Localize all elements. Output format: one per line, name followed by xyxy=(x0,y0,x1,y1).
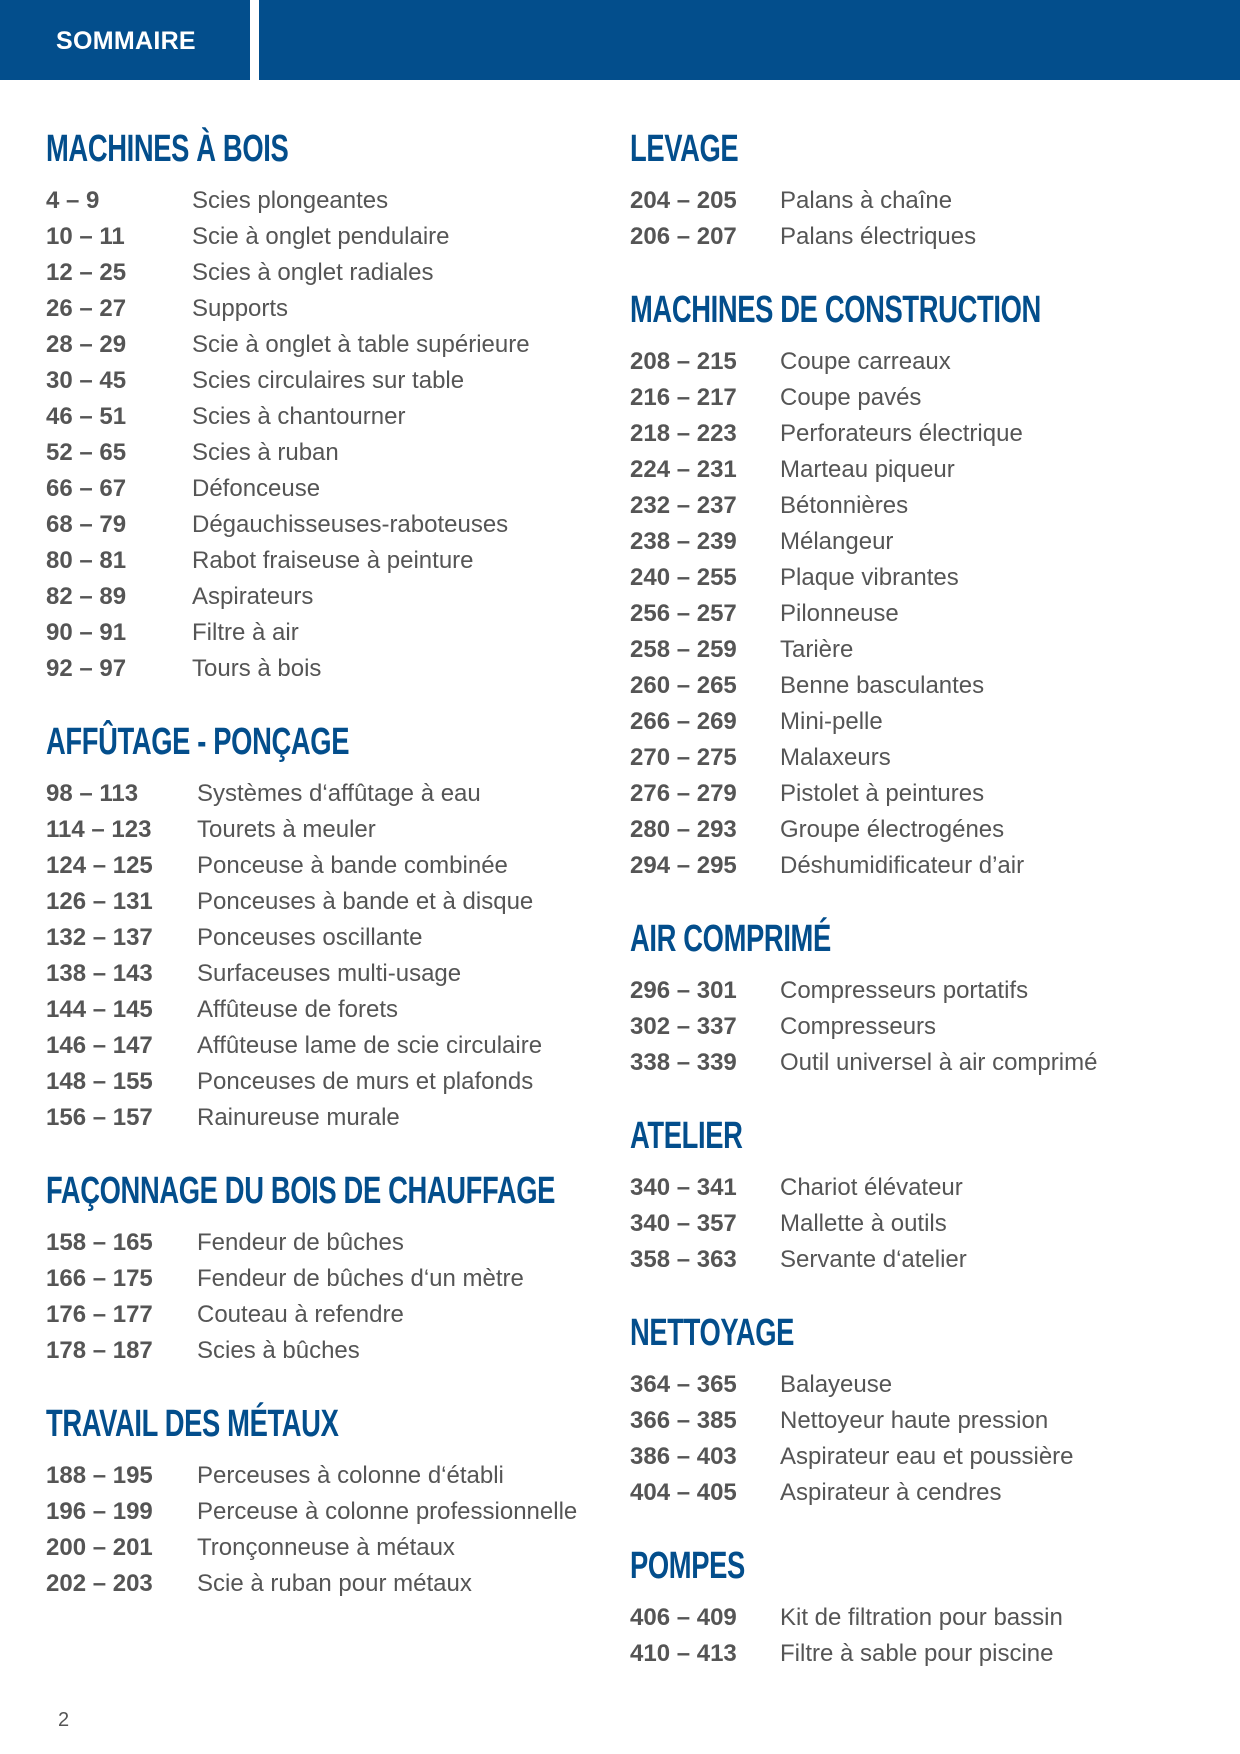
toc-entry[interactable] xyxy=(630,1636,1210,1672)
toc-entry[interactable] xyxy=(630,740,1210,776)
toc-page-range: 270 – 275 xyxy=(630,744,737,771)
section-machines-a-bois xyxy=(46,128,606,687)
toc-page-range: 188 – 195 xyxy=(46,1462,153,1489)
toc-entry[interactable] xyxy=(630,416,1210,452)
toc-entry-label: Groupe électrogénes xyxy=(780,816,1005,843)
section-title: POMPES xyxy=(630,1545,745,1587)
toc-page-range: 238 – 239 xyxy=(630,528,737,555)
toc-page-range: 200 – 201 xyxy=(46,1534,153,1561)
toc-entry-label: Tourets à meuler xyxy=(197,816,376,843)
toc-entry-label: Affûteuse de forets xyxy=(197,996,399,1023)
toc-entry-label: Perceuse à colonne professionnelle xyxy=(197,1498,578,1525)
toc-entry[interactable] xyxy=(46,956,606,992)
toc-entry-label: Scies plongeantes xyxy=(192,187,389,214)
toc-entry[interactable] xyxy=(630,380,1210,416)
toc-entry-label: Bétonnières xyxy=(780,492,909,519)
toc-entry[interactable] xyxy=(46,1100,606,1136)
toc-page-range: 216 – 217 xyxy=(630,384,737,411)
toc-page-range: 178 – 187 xyxy=(46,1337,153,1364)
toc-page-range: 144 – 145 xyxy=(46,996,153,1023)
toc-entry[interactable] xyxy=(46,1297,606,1333)
toc-entry[interactable] xyxy=(46,435,606,471)
toc-entry-label: Scies à ruban xyxy=(192,439,339,466)
toc-entry[interactable] xyxy=(46,615,606,651)
toc-entry[interactable] xyxy=(630,973,1210,1009)
toc-page-range: 338 – 339 xyxy=(630,1049,737,1076)
section-faconnage-du-bois-de-chauffage xyxy=(46,1170,606,1369)
toc-page-range: 30 – 45 xyxy=(46,367,127,394)
toc-entry-label: Malaxeurs xyxy=(780,744,891,771)
toc-page-range: 276 – 279 xyxy=(630,780,737,807)
toc-entry-label: Déshumidificateur d’air xyxy=(780,852,1025,879)
toc-entry[interactable] xyxy=(46,1458,606,1494)
toc-page-range: 12 – 25 xyxy=(46,259,127,286)
toc-entry-label: Perceuses à colonne d‘établi xyxy=(197,1462,504,1489)
toc-page-range: 26 – 27 xyxy=(46,295,127,322)
header-tab xyxy=(0,0,250,80)
toc-entry[interactable] xyxy=(46,1225,606,1261)
toc-entry-label: Palans électriques xyxy=(780,223,977,250)
toc-entry[interactable] xyxy=(630,560,1210,596)
toc-entry[interactable] xyxy=(630,1403,1210,1439)
toc-page-range: 202 – 203 xyxy=(46,1570,153,1597)
toc-entry-label: Scie à ruban pour métaux xyxy=(197,1570,472,1597)
toc-entry[interactable] xyxy=(46,219,606,255)
header-title: SOMMAIRE xyxy=(56,27,196,55)
toc-page-range: 204 – 205 xyxy=(630,187,737,214)
section-title: AIR COMPRIMÉ xyxy=(630,918,831,960)
toc-entry-label: Outil universel à air comprimé xyxy=(780,1049,1098,1076)
section-title: ATELIER xyxy=(630,1115,743,1157)
toc-entry[interactable] xyxy=(630,1242,1210,1278)
toc-entry[interactable] xyxy=(630,1439,1210,1475)
toc-entry-label: Mélangeur xyxy=(780,528,894,555)
section-atelier xyxy=(630,1115,1210,1278)
toc-entry[interactable] xyxy=(630,1367,1210,1403)
toc-entry-label: Nettoyeur haute pression xyxy=(780,1407,1049,1434)
section-title: LEVAGE xyxy=(630,128,739,170)
toc-page-range: 82 – 89 xyxy=(46,583,127,610)
toc-entry-label: Scies à chantourner xyxy=(192,403,406,430)
section-levage xyxy=(630,128,1210,255)
toc-entry-label: Scie à onglet pendulaire xyxy=(192,223,450,250)
toc-entry-label: Mallette à outils xyxy=(780,1210,947,1237)
section-air-comprime xyxy=(630,918,1210,1081)
toc-entry-label: Aspirateur à cendres xyxy=(780,1479,1002,1506)
toc-entry[interactable] xyxy=(46,1064,606,1100)
toc-page-range: 386 – 403 xyxy=(630,1443,737,1470)
toc-entry[interactable] xyxy=(630,488,1210,524)
toc-entry[interactable] xyxy=(46,651,606,687)
toc-page-range: 206 – 207 xyxy=(630,223,737,250)
toc-page-range: 296 – 301 xyxy=(630,977,737,1004)
toc-entry[interactable] xyxy=(46,1333,606,1369)
toc-page-range: 126 – 131 xyxy=(46,888,153,915)
toc-entry[interactable] xyxy=(46,884,606,920)
toc-page-range: 132 – 137 xyxy=(46,924,153,951)
toc-page-range: 176 – 177 xyxy=(46,1301,153,1328)
toc-entry[interactable] xyxy=(630,344,1210,380)
toc-entry[interactable] xyxy=(630,704,1210,740)
toc-entry-label: Plaque vibrantes xyxy=(780,564,959,591)
header-bar xyxy=(0,0,1240,80)
toc-entry[interactable] xyxy=(630,1170,1210,1206)
toc-entry[interactable] xyxy=(46,507,606,543)
toc-entry[interactable] xyxy=(46,363,606,399)
toc-page-range: 92 – 97 xyxy=(46,655,127,682)
toc-page-range: 240 – 255 xyxy=(630,564,737,591)
toc-page-range: 4 – 9 xyxy=(46,187,100,214)
toc-entry-label: Supports xyxy=(192,295,289,322)
toc-entry-label: Servante d‘atelier xyxy=(780,1246,967,1273)
section-nettoyage xyxy=(630,1312,1210,1511)
header-divider xyxy=(250,0,259,80)
toc-entry[interactable] xyxy=(630,668,1210,704)
toc-entry-label: Aspirateurs xyxy=(192,583,314,610)
toc-entry[interactable] xyxy=(46,1494,606,1530)
toc-page-range: 256 – 257 xyxy=(630,600,737,627)
toc-entry[interactable] xyxy=(630,812,1210,848)
toc-entry-label: Kit de filtration pour bassin xyxy=(780,1604,1063,1631)
toc-page-range: 366 – 385 xyxy=(630,1407,737,1434)
toc-page-range: 28 – 29 xyxy=(46,331,127,358)
toc-entry-label: Fendeur de bûches xyxy=(197,1229,404,1256)
toc-entry[interactable] xyxy=(46,812,606,848)
toc-entry[interactable] xyxy=(630,452,1210,488)
toc-page-range: 302 – 337 xyxy=(630,1013,737,1040)
toc-entry-label: Rabot fraiseuse à peinture xyxy=(192,547,474,574)
toc-entry-label: Mini-pelle xyxy=(780,708,883,735)
toc-entry[interactable] xyxy=(630,1475,1210,1511)
toc-entry[interactable] xyxy=(46,1566,606,1602)
toc-entry[interactable] xyxy=(630,632,1210,668)
toc-page-range: 266 – 269 xyxy=(630,708,737,735)
toc-entry[interactable] xyxy=(46,471,606,507)
toc-entry[interactable] xyxy=(46,1530,606,1566)
toc-page-range: 166 – 175 xyxy=(46,1265,153,1292)
toc-page-range: 410 – 413 xyxy=(630,1640,737,1667)
toc-entry[interactable] xyxy=(46,848,606,884)
toc-entry-label: Chariot élévateur xyxy=(780,1174,963,1201)
toc-entry[interactable] xyxy=(630,1045,1210,1081)
toc-page-range: 156 – 157 xyxy=(46,1104,153,1131)
toc-entry-label: Affûteuse lame de scie circulaire xyxy=(197,1032,543,1059)
section-title: FAÇONNAGE DU BOIS DE CHAUFFAGE xyxy=(46,1170,556,1212)
toc-entry-label: Systèmes d‘affûtage à eau xyxy=(197,780,481,807)
toc-page-range: 232 – 237 xyxy=(630,492,737,519)
toc-page-range: 196 – 199 xyxy=(46,1498,153,1525)
section-machines-de-construction xyxy=(630,289,1210,884)
toc-entry[interactable] xyxy=(630,219,1210,255)
toc-page-range: 98 – 113 xyxy=(46,780,139,807)
toc-entry-label: Rainureuse murale xyxy=(197,1104,400,1131)
toc-entry-label: Ponceuses à bande et à disque xyxy=(197,888,534,915)
page-number: 2 xyxy=(58,1709,70,1731)
toc-page-range: 340 – 341 xyxy=(630,1174,737,1201)
toc-page-range: 46 – 51 xyxy=(46,403,127,430)
toc-entry-label: Filtre à air xyxy=(192,619,299,646)
toc-entry-label: Couteau à refendre xyxy=(197,1301,404,1328)
toc-entry-label: Scies à bûches xyxy=(197,1337,360,1364)
toc-entry-label: Balayeuse xyxy=(780,1371,893,1398)
toc-entry-label: Perforateurs électrique xyxy=(780,420,1023,447)
toc-page-range: 280 – 293 xyxy=(630,816,737,843)
toc-entry[interactable] xyxy=(46,920,606,956)
toc-page-range: 218 – 223 xyxy=(630,420,737,447)
toc-entry-label: Défonceuse xyxy=(192,475,321,502)
left-column xyxy=(46,128,606,1636)
toc-entry[interactable] xyxy=(630,596,1210,632)
toc-entry[interactable] xyxy=(46,291,606,327)
toc-entry[interactable] xyxy=(46,776,606,812)
toc-entry-label: Compresseurs xyxy=(780,1013,937,1040)
toc-entry[interactable] xyxy=(46,1261,606,1297)
toc-entry-label: Ponceuses de murs et plafonds xyxy=(197,1068,534,1095)
toc-entry-label: Filtre à sable pour piscine xyxy=(780,1640,1054,1667)
section-pompes xyxy=(630,1545,1210,1672)
section-title: MACHINES DE CONSTRUCTION xyxy=(630,289,1041,331)
toc-entry[interactable] xyxy=(46,579,606,615)
section-title: AFFÛTAGE - PONÇAGE xyxy=(46,721,350,763)
toc-entry-label: Aspirateur eau et poussière xyxy=(780,1443,1074,1470)
toc-page-range: 146 – 147 xyxy=(46,1032,153,1059)
toc-entry-label: Palans à chaîne xyxy=(780,187,953,214)
section-title: MACHINES À BOIS xyxy=(46,128,289,170)
toc-page-range: 114 – 123 xyxy=(46,816,152,843)
toc-page-range: 10 – 11 xyxy=(46,223,125,250)
toc-entry[interactable] xyxy=(630,183,1210,219)
toc-entry[interactable] xyxy=(46,543,606,579)
toc-entry-label: Surfaceuses multi-usage xyxy=(197,960,462,987)
section-affutage-poncage xyxy=(46,721,606,1136)
toc-entry-label: Tours à bois xyxy=(192,655,322,682)
toc-entry[interactable] xyxy=(630,1600,1210,1636)
toc-page-range: 52 – 65 xyxy=(46,439,127,466)
toc-page-range: 364 – 365 xyxy=(630,1371,737,1398)
toc-entry[interactable] xyxy=(46,255,606,291)
toc-entry[interactable] xyxy=(46,992,606,1028)
toc-page-range: 340 – 357 xyxy=(630,1210,737,1237)
toc-entry[interactable] xyxy=(630,776,1210,812)
toc-page-range: 208 – 215 xyxy=(630,348,737,375)
toc-entry[interactable] xyxy=(46,327,606,363)
toc-page-range: 68 – 79 xyxy=(46,511,127,538)
toc-page-range: 260 – 265 xyxy=(630,672,737,699)
toc-entry-label: Compresseurs portatifs xyxy=(780,977,1029,1004)
toc-entry-label: Scies circulaires sur table xyxy=(192,367,465,394)
toc-entry-label: Coupe pavés xyxy=(780,384,922,411)
toc-page-range: 138 – 143 xyxy=(46,960,153,987)
toc-entry[interactable] xyxy=(630,1009,1210,1045)
toc-page-range: 124 – 125 xyxy=(46,852,153,879)
toc-entry-label: Scie à onglet à table supérieure xyxy=(192,331,530,358)
toc-page-range: 404 – 405 xyxy=(630,1479,737,1506)
toc-entry-label: Tronçonneuse à métaux xyxy=(197,1534,455,1561)
section-title: TRAVAIL DES MÉTAUX xyxy=(46,1403,339,1445)
section-travail-des-metaux xyxy=(46,1403,606,1602)
toc-entry-label: Fendeur de bûches d‘un mètre xyxy=(197,1265,524,1292)
toc-page-range: 158 – 165 xyxy=(46,1229,153,1256)
right-column xyxy=(630,128,1210,1706)
toc-page-range: 406 – 409 xyxy=(630,1604,737,1631)
toc-page-range: 90 – 91 xyxy=(46,619,127,646)
toc-entry-label: Pilonneuse xyxy=(780,600,899,627)
toc-entry[interactable] xyxy=(630,848,1210,884)
toc-page-range: 66 – 67 xyxy=(46,475,127,502)
toc-entry-label: Dégauchisseuses-raboteuses xyxy=(192,511,509,538)
toc-entry-label: Ponceuse à bande combinée xyxy=(197,852,508,879)
toc-page-range: 148 – 155 xyxy=(46,1068,153,1095)
toc-page-range: 358 – 363 xyxy=(630,1246,737,1273)
toc-entry[interactable] xyxy=(46,1028,606,1064)
toc-page-range: 294 – 295 xyxy=(630,852,737,879)
toc-entry-label: Ponceuses oscillante xyxy=(197,924,423,951)
toc-entry[interactable] xyxy=(46,399,606,435)
toc-page-range: 224 – 231 xyxy=(630,456,737,483)
toc-entry-label: Pistolet à peintures xyxy=(780,780,985,807)
toc-entry[interactable] xyxy=(630,524,1210,560)
toc-page-range: 258 – 259 xyxy=(630,636,737,663)
section-title: NETTOYAGE xyxy=(630,1312,795,1354)
toc-entry[interactable] xyxy=(630,1206,1210,1242)
toc-entry-label: Tarière xyxy=(780,636,854,663)
toc-entry[interactable] xyxy=(46,183,606,219)
toc-entry-label: Coupe carreaux xyxy=(780,348,951,375)
toc-page-range: 80 – 81 xyxy=(46,547,127,574)
toc-entry-label: Marteau piqueur xyxy=(780,456,955,483)
toc-entry-label: Scies à onglet radiales xyxy=(192,259,434,286)
toc-entry-label: Benne basculantes xyxy=(780,672,985,699)
